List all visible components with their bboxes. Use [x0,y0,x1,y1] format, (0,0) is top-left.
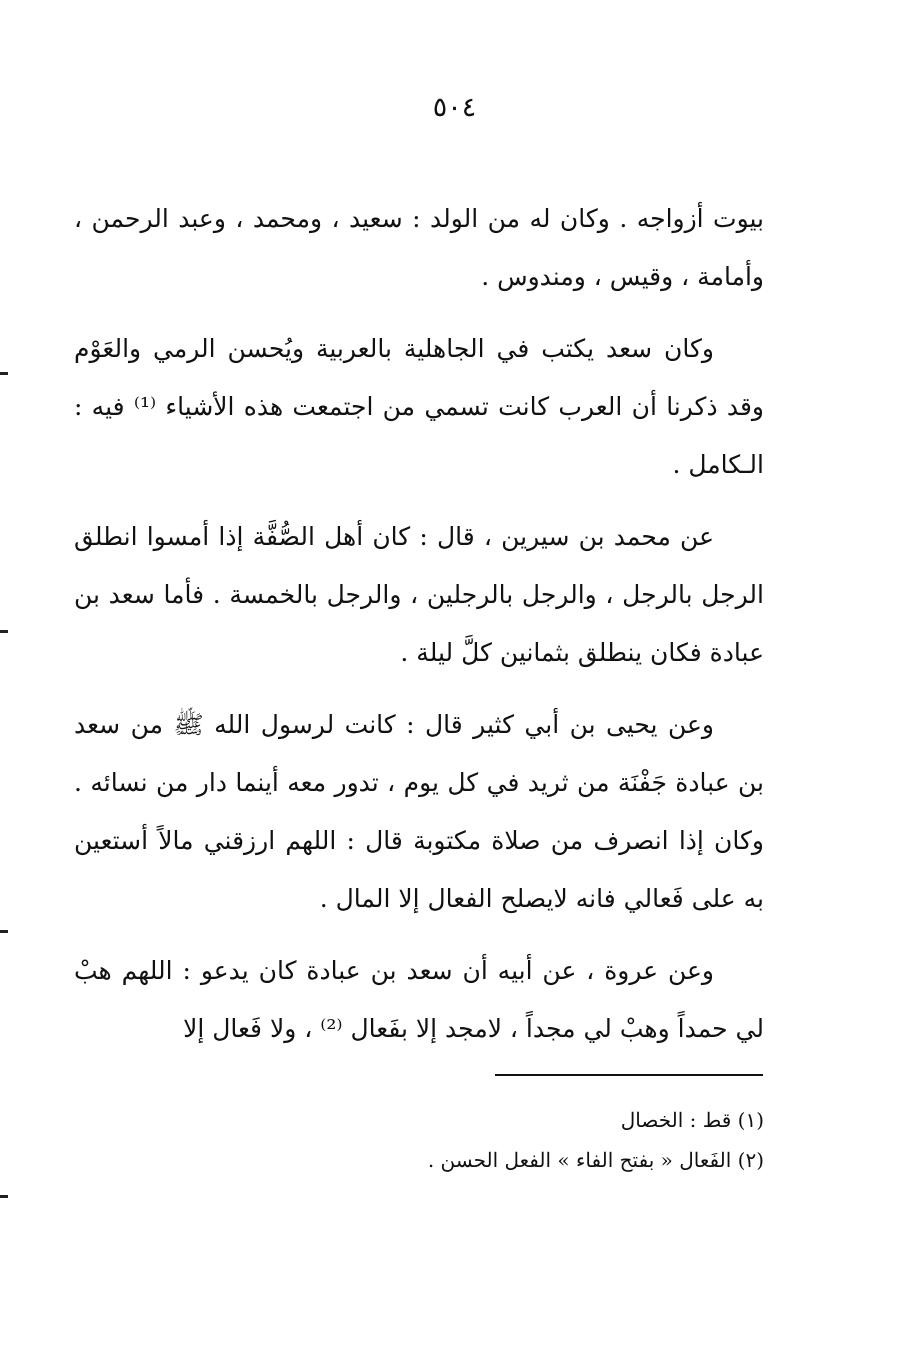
scan-edge-mark [0,1195,8,1198]
page-number: ٥٠٤ [432,92,477,123]
scan-edge-mark [0,930,8,933]
paragraph-4: وعن يحيى بن أبي كثير قال : كانت لرسول الله ﷺ من سعد بن عبادة جَفْنَة من ثريد في كل يوم ، تدور معه أينما دار من نسائه . وكان إذا انصرف من صلاة مكتوبة قال : اللهم ارزقني مالاً أستعين به على فَعالي فانه لايصلح الفعال إلا المال . [74,710,764,913]
paragraph-1: بيوت أزواجه . وكان له من الولد : سعيد ، ومحمد ، وعبد الرحمن ، وأمامة ، وقيس ، ومندوس . [74,204,764,291]
scan-edge-mark [0,372,8,375]
scan-edge-mark [0,630,8,633]
footnote-2: (٢) الفَعال « بفتح الفاء » الفعل الحسن . [427,1148,764,1172]
body-text [74,190,764,1072]
footnote-1: (١) قط : الخصال [620,1108,764,1132]
footnotes [164,1100,764,1180]
paragraph-2: وكان سعد يكتب في الجاهلية بالعربية ويُحسن الرمي والعَوْم وقد ذكرنا أن العرب كانت تسمي من اجتمعت هذه الأشياء ⁽¹⁾ فيه : الـكامل . [74,334,764,479]
footnote-separator [495,1074,763,1076]
paragraph-3: عن محمد بن سيرين ، قال : كان أهل الصُّفَّة إذا أمسوا انطلق الرجل بالرجل ، والرجل بالرجلين ، والرجل بالخمسة . فأما سعد بن عبادة فكان ينطلق بثمانين كلَّ ليلة . [74,522,764,667]
paragraph-5: وعن عروة ، عن أبيه أن سعد بن عبادة كان يدعو : اللهم هبْ لي حمداً وهبْ لي مجداً ، لامجد إلا بفَعال ⁽²⁾ ، ولا فَعال إلا [74,956,764,1043]
